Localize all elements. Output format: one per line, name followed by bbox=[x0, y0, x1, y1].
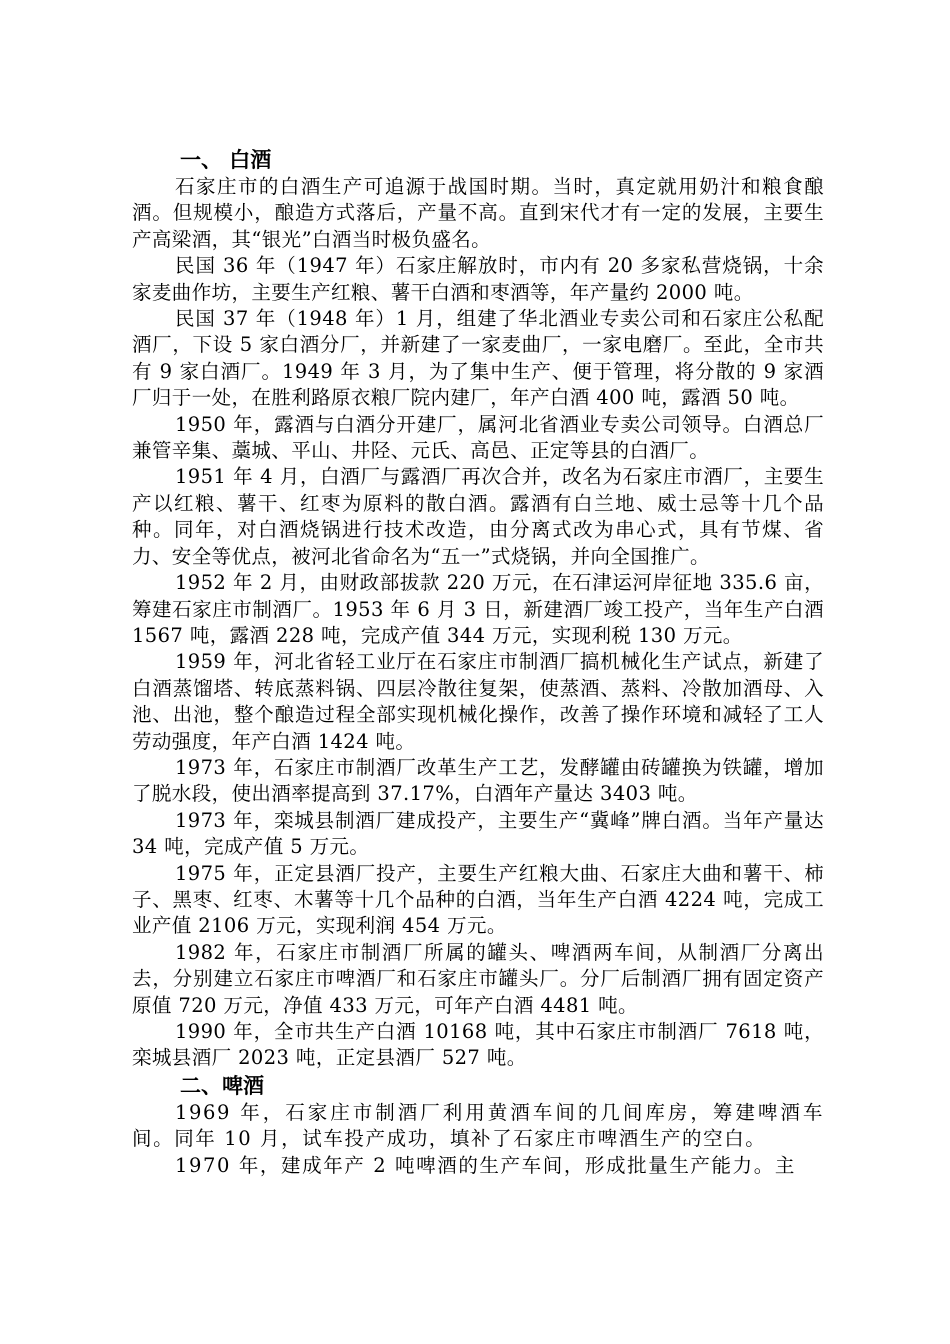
paragraph: 1970 年，建成年产 2 吨啤酒的生产车间，形成批量生产能力。主 bbox=[175, 1153, 796, 1177]
paragraph: 1959 年，河北省轻工业厅在石家庄市制酒厂搞机械化生产试点，新建了白酒蒸馏塔、转底蒸料锅、四层冷散往复架，使蒸酒、蒸料、冷散加酒母、入池、出池，整个酿造过程全部实现机械化操作，改善了操作环境和减轻了工人劳动强度，年产白酒 1424 吨。 bbox=[132, 650, 824, 753]
paragraph: 1951 年 4 月，白酒厂与露酒厂再次合并，改名为石家庄市酒厂，主要生产以红粮、薯干、红枣为原料的散白酒。露酒有白兰地、威士忌等十几个品种。同年，对白酒烧锅进行技术改造，由分离式改为串心式，具有节煤、省力、安全等优点，被河北省命名为“五一”式烧锅，并向全国推广。 bbox=[132, 465, 824, 568]
document-page bbox=[132, 146, 824, 1179]
paragraph: 1990 年，全市共生产白酒 10168 吨，其中石家庄市制酒厂 7618 吨，栾城县酒厂 2023 吨，正定县酒厂 527 吨。 bbox=[132, 1020, 824, 1070]
paragraph: 1973 年，石家庄市制酒厂改革生产工艺，发酵罐由砖罐换为铁罐，增加了脱水段，使出酒率提高到 37.17%，白酒年产量达 3403 吨。 bbox=[132, 755, 824, 806]
paragraph: 石家庄市的白酒生产可追源于战国时期。当时，真定就用奶汁和粮食酿酒。但规模小，酿造方式落后，产量不高。直到宋代才有一定的发展，主要生产高梁酒，其“银光”白酒当时极负盛名。 bbox=[132, 175, 824, 251]
paragraph: 1952 年 2 月，由财政部拔款 220 万元，在石津运河岸征地 335.6 亩，筹建石家庄市制酒厂。1953 年 6 月 3 日，新建酒厂竣工投产，当年生产白酒 1567 吨，露酒 228 吨，完成产值 344 万元，实现利税 130 万元。 bbox=[132, 571, 824, 647]
section-beer bbox=[132, 1100, 824, 1179]
paragraph: 1950 年，露酒与白酒分开建厂，属河北省酒业专卖公司领导。白酒总厂兼管辛集、藁城、平山、井陉、元氏、高邑、正定等县的白酒厂。 bbox=[132, 412, 824, 463]
paragraph: 1975 年，正定县酒厂投产，主要生产红粮大曲、石家庄大曲和薯干、柿子、黑枣、红枣、木薯等十几个品种的白酒，当年生产白酒 4224 吨，完成工业产值 2106 万元，实现利润 454 万元。 bbox=[132, 861, 824, 938]
paragraph: 1982 年，石家庄市制酒厂所属的罐头、啤酒两车间，从制酒厂分离出去，分别建立石家庄市啤酒厂和石家庄市罐头厂。分厂后制酒厂拥有固定资产原值 720 万元，净值 433 万元，可年产白酒 4481 吨。 bbox=[132, 940, 824, 1017]
paragraph: 民国 36 年（1947 年）石家庄解放时，市内有 20 多家私营烧锅，十余家麦曲作坊，主要生产红粮、薯干白酒和枣酒等，年产量约 2000 吨。 bbox=[132, 254, 824, 304]
section-heading-beer: 二、啤酒 bbox=[180, 1073, 264, 1098]
paragraph: 1973 年，栾城县制酒厂建成投产，主要生产“冀峰”牌白酒。当年产量达 34 吨，完成产值 5 万元。 bbox=[132, 808, 824, 859]
section-baijiu bbox=[132, 174, 824, 1072]
paragraph: 1969 年，石家庄市制酒厂利用黄酒车间的几间库房，筹建啤酒车间。同年 10 月，试车投产成功，填补了石家庄市啤酒生产的空白。 bbox=[132, 1100, 824, 1151]
section-heading-baijiu: 一、 白酒 bbox=[180, 148, 272, 172]
paragraph: 民国 37 年（1948 年）1 月，组建了华北酒业专卖公司和石家庄公私配酒厂，下设 5 家白酒分厂，并新建了一家麦曲厂，一家电磨厂。至此，全市共有 9 家白酒厂。1949 年 3 月，为了集中生产、便于管理，将分散的 9 家酒厂归于一处，在胜利路原衣粮厂院内建厂，年产白酒 400 吨，露酒 50 吨。 bbox=[132, 307, 824, 410]
